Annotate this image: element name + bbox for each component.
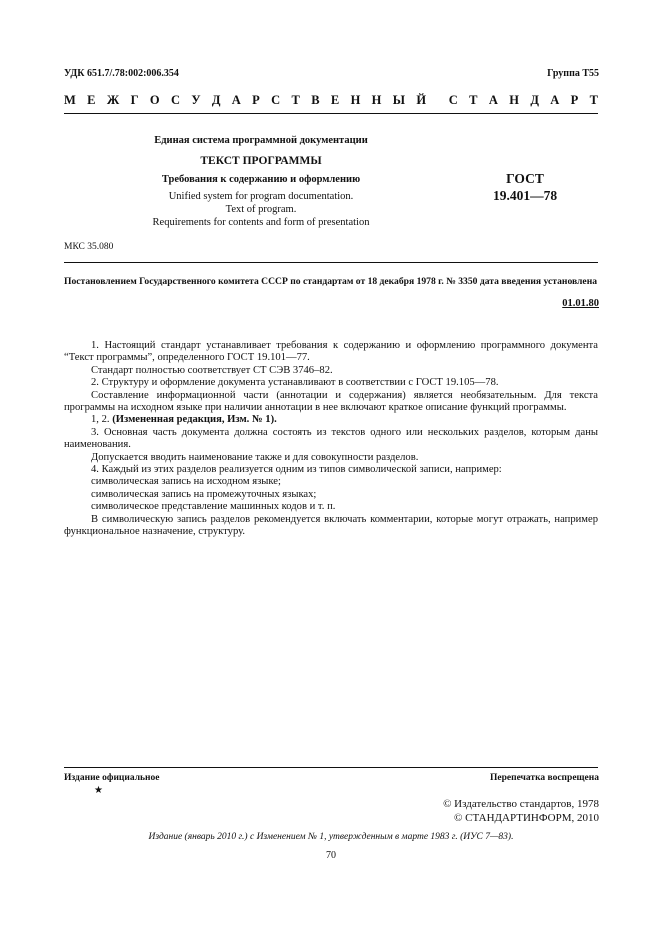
banner-letter: В	[311, 93, 320, 107]
mks-code: МКС 35.080	[64, 242, 114, 252]
paragraph-11: символическое представление машинных кодов и т. п.	[91, 501, 336, 513]
english-title-line1: Unified system for program documentation.	[168, 191, 354, 202]
english-title-line2: Text of program.	[225, 204, 297, 215]
banner-letter: М	[64, 93, 76, 107]
english-title	[130, 190, 392, 229]
gost-number: 19.401—78	[492, 188, 558, 203]
banner-letter: Ы	[392, 93, 406, 107]
paragraph-10: символическая запись на промежуточных языках;	[91, 488, 317, 500]
copyright-2010: © СТАНДАРТИНФОРМ, 2010	[454, 812, 599, 824]
document-subtitle: Требования к содержанию и оформлению	[161, 174, 361, 185]
amendment-note: (Измененная редакция, Изм. № 1).	[112, 414, 277, 426]
banner-letter: Р	[252, 93, 260, 107]
paragraph-3: 2. Структуру и оформление документа устанавливают в соответствии с ГОСТ 19.105—78.	[91, 377, 499, 389]
banner-letter: Т	[291, 93, 300, 107]
paragraph-4: Составление информационной части (аннотации и содержания) является необязательным. Для текста программы на исходном языке при наличии аннотации в нее включают краткое описание функций программы.	[64, 389, 598, 414]
decree-text: Постановлением Государственного комитета СССР по стандартам от 18 декабря 1978 г. № 3350 дата введения установлена	[64, 276, 598, 287]
udk-code: УДК 651.7/.78:002:006.354	[64, 68, 179, 79]
paragraph-7: Допускается вводить наименование также и для совокупности разделов.	[91, 451, 419, 463]
system-title: Единая система программной документации	[154, 135, 368, 146]
group-code: Группа Т55	[547, 68, 599, 79]
copyright-1978: © Издательство стандартов, 1978	[443, 798, 599, 810]
banner-letter: Н	[509, 93, 519, 107]
banner-letter: Г	[130, 93, 139, 107]
paragraph-12: В символическую запись разделов рекомендуется включать комментарии, которые могут отражать, например функциональное назначение, структуру.	[64, 513, 598, 538]
banner-letter: Ж	[106, 93, 120, 107]
banner-letter: Й	[416, 93, 427, 107]
banner-letter: Т	[469, 93, 478, 107]
banner-letter: Е	[87, 93, 96, 107]
banner-letter: Н	[350, 93, 361, 107]
banner-letter: А	[550, 93, 560, 107]
banner-letter: С	[448, 93, 458, 107]
banner-letter: А	[488, 93, 498, 107]
banner-letter: Н	[371, 93, 382, 107]
standard-banner	[64, 93, 598, 108]
banner-letter: У	[191, 93, 201, 107]
banner-letter: О	[149, 93, 160, 107]
amendment-prefix: 1, 2.	[91, 414, 113, 426]
paragraph-6: 3. Основная часть документа должна состоять из текстов одного или нескольких разделов, которым даны наименования.	[64, 426, 598, 451]
banner-letter: Д	[211, 93, 221, 107]
banner-letter: А	[231, 93, 241, 107]
footer-divider	[64, 767, 598, 768]
header-divider	[64, 113, 598, 114]
edition-note: Издание (январь 2010 г.) с Изменением № 1, утвержденным в марте 1983 г. (ИУС 7—83).	[148, 832, 514, 842]
paragraph-1: 1. Настоящий стандарт устанавливает требования к содержанию и оформлению программного документа “Текст программы”, определенного ГОСТ 19.101—77.	[64, 340, 598, 364]
intro-date: 01.01.80	[562, 298, 599, 309]
banner-letter: Д	[530, 93, 539, 107]
document-body	[64, 340, 598, 539]
official-edition: Издание официальное	[64, 773, 160, 783]
page-number: 70	[326, 850, 336, 861]
banner-letter: Т	[589, 93, 598, 107]
paragraph-2: Стандарт полностью соответствует СТ СЭВ 3746–82.	[91, 364, 333, 376]
mks-divider	[64, 262, 598, 263]
banner-letter: С	[170, 93, 180, 107]
english-title-line3: Requirements for contents and form of presentation	[152, 217, 370, 228]
copyright-block	[443, 797, 599, 825]
banner-letter: С	[271, 93, 281, 107]
banner-letter: Е	[330, 93, 340, 107]
paragraph-8: 4. Каждый из этих разделов реализуется одним из типов символической записи, например:	[91, 464, 502, 476]
star-icon: ★	[94, 785, 103, 796]
reprint-notice: Перепечатка воспрещена	[489, 773, 599, 783]
document-title: ТЕКСТ ПРОГРАММЫ	[200, 155, 322, 167]
gost-designation	[470, 170, 580, 204]
banner-letter: Р	[570, 93, 579, 107]
paragraph-9: символическая запись на исходном языке;	[91, 476, 281, 488]
gost-label: ГОСТ	[506, 171, 544, 186]
paragraph-5	[64, 414, 598, 426]
